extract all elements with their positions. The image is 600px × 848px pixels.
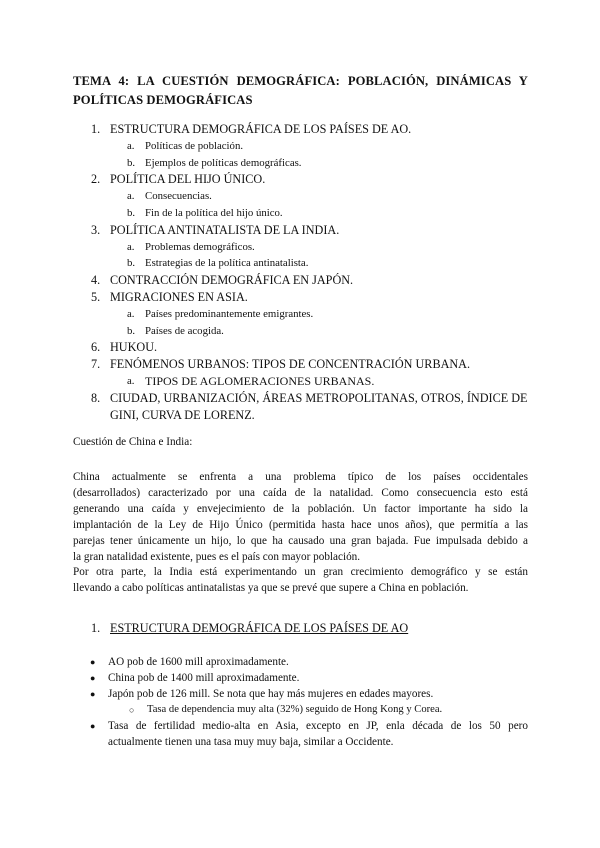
document-title: TEMA 4: LA CUESTIÓN DEMOGRÁFICA: POBLACIÓN, DINÁMICAS Y POLÍTICAS DEMOGRÁFICAS — [73, 74, 528, 107]
outline-item: 4. CONTRACCIÓN DEMOGRÁFICA EN JAPÓN. — [91, 273, 354, 288]
outline-item: 1. ESTRUCTURA DEMOGRÁFICA DE LOS PAÍSES DE AO. — [91, 122, 412, 136]
outline-item: 7. FENÓMENOS URBANOS: TIPOS DE CONCENTRACIÓN URBANA. — [91, 357, 471, 372]
bullet-icon: ● — [90, 689, 96, 699]
cuestion-label: Cuestión de China e India: — [73, 436, 193, 448]
outline-subitem: a. Consecuencias. — [127, 190, 212, 203]
bullet-icon: ● — [90, 657, 96, 667]
hollow-bullet-icon: ○ — [129, 705, 135, 715]
bullet-icon: ● — [90, 673, 96, 683]
outline-subitem: a. TIPOS DE AGLOMERACIONES URBANAS. — [127, 373, 375, 388]
outline-subitem: b. Ejemplos de políticas demográficas. — [127, 156, 302, 169]
sub-list-item: ○ Tasa de dependencia muy alta (32%) seguido de Hong Kong y Corea. — [73, 702, 528, 718]
outline-item-continuation: GINI, CURVA DE LORENZ. — [110, 407, 255, 422]
list-item-continuation: actualmente tienen una tasa muy muy baja, similar a Occidente. — [108, 736, 394, 748]
list-item: ● Tasa de fertilidad medio-alta en Asia, excepto en JP, enla década de los 50 pero — [90, 720, 528, 732]
section-heading: 1. ESTRUCTURA DEMOGRÁFICA DE LOS PAÍSES DE AO — [91, 621, 409, 635]
outline-subitem: a. Políticas de población. — [127, 139, 244, 152]
outline-item: 2. POLÍTICA DEL HIJO ÚNICO. — [91, 172, 266, 187]
list-item: ● China pob de 1400 mill aproximadamente. — [90, 672, 300, 684]
outline-subitem: b. Estrategias de la política antinatalista. — [127, 257, 309, 270]
outline-item: 5. MIGRACIONES EN ASIA. — [91, 289, 248, 304]
outline-item: 8. CIUDAD, URBANIZACIÓN, ÁREAS METROPOLITANAS, OTROS, ÍNDICE DE — [91, 390, 528, 405]
bullet-list — [73, 654, 528, 750]
bullet-icon: ● — [90, 721, 96, 731]
list-item: ● Japón pob de 126 mill. Se nota que hay más mujeres en edades mayores. — [90, 688, 434, 700]
outline-subitem: a. Países predominantemente emigrantes. — [127, 307, 314, 320]
list-item: ● AO pob de 1600 mill aproximadamente. — [90, 656, 289, 668]
outline-item: 3. POLÍTICA ANTINATALISTA DE LA INDIA. — [91, 222, 340, 237]
outline-subitem: b. Países de acogida. — [127, 324, 224, 337]
outline-subitem: a. Problemas demográficos. — [127, 240, 255, 253]
outline-item: 6. HUKOU. — [91, 340, 158, 355]
outline-subitem: b. Fin de la política del hijo único. — [127, 206, 283, 219]
topic-outline — [73, 121, 528, 423]
paragraph-china: China actualmente se enfrenta a una problema típico de los países occidentales (desarrollados) caracterizado por una caída de la natalidad. Como consecuencia esto está generando una caída y envejecimiento de la población. Un factor importante ha sido la implantación de la Ley de Hijo Único (permitida hasta hace unos años), que permitía a las parejas tener únicamente un hijo, lo que ha causado una gran bajada. Fue impulsada debido a la gran natalidad existente, pues es el país con mayor población. Por otra parte, la India está experimentando un gran crecimiento demográfico y se están llevando a cabo políticas antinatalistas ya que se prevé que supere a China en población. — [73, 471, 528, 595]
